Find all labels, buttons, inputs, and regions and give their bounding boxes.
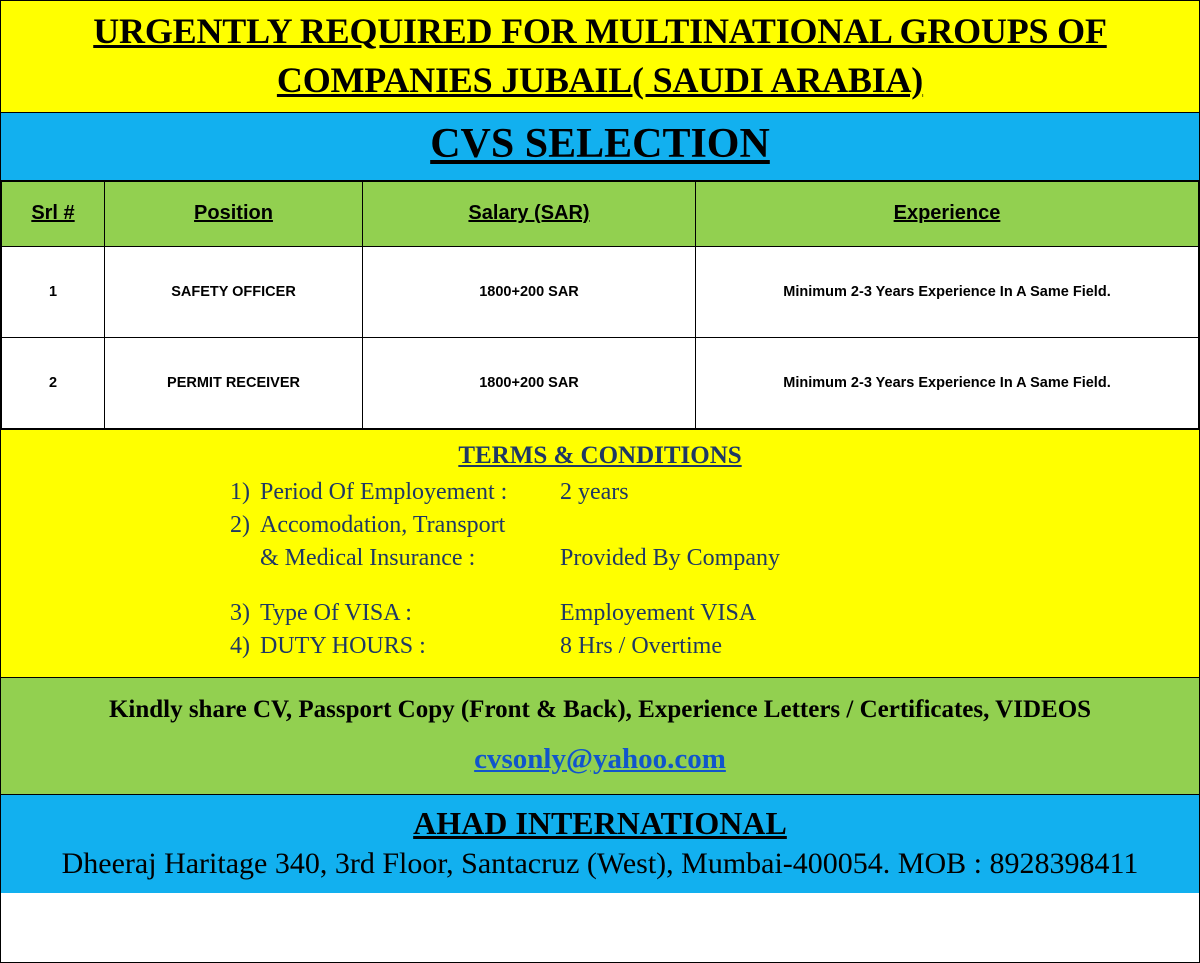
terms-and-conditions-section	[1, 429, 1199, 679]
terms-item-number: 1)	[230, 478, 250, 505]
headline-banner	[1, 1, 1199, 112]
table-header-row	[2, 181, 1199, 246]
vacancy-table	[1, 181, 1199, 429]
terms-item	[220, 597, 980, 630]
submission-instructions-text: Kindly share CV, Passport Copy (Front & Back), Experience Letters / Certificates, VIDEOS	[108, 696, 1092, 724]
subheadline-banner	[1, 112, 1199, 180]
terms-list	[220, 476, 980, 664]
terms-item	[220, 509, 980, 542]
headline-text: URGENTLY REQUIRED FOR MULTINATIONAL GROUPS OF COMPANIES JUBAIL( SAUDI ARABIA)	[93, 11, 1107, 100]
terms-item-label: DUTY HOURS :	[260, 633, 426, 660]
terms-item-label: Accomodation, Transport	[260, 511, 506, 538]
column-header-position: Position	[105, 181, 363, 246]
agency-footer	[1, 795, 1199, 893]
column-header-salary: Salary (SAR)	[363, 181, 696, 246]
table-row	[2, 246, 1199, 337]
cell-experience: Minimum 2-3 Years Experience In A Same Field.	[696, 246, 1199, 337]
cell-salary: 1800+200 SAR	[363, 246, 696, 337]
terms-item	[220, 476, 980, 509]
cell-srl: 1	[2, 246, 105, 337]
terms-item-label: Period Of Employement :	[260, 478, 508, 505]
terms-item-value: 8 Hrs / Overtime	[560, 633, 722, 660]
table-row	[2, 337, 1199, 428]
terms-item-label: & Medical Insurance :	[260, 544, 476, 571]
terms-spacer	[220, 575, 980, 597]
agency-address: Dheeraj Haritage 340, 3rd Floor, Santacruz (West), Mumbai-400054. MOB : 8928398411	[61, 846, 1139, 880]
terms-item-value: Provided By Company	[560, 544, 780, 571]
terms-item-number: 2)	[230, 511, 250, 538]
terms-item-continuation	[220, 542, 980, 575]
column-header-srl: Srl #	[2, 181, 105, 246]
column-header-experience: Experience	[696, 181, 1199, 246]
terms-item-value: Employement VISA	[560, 599, 757, 626]
terms-item-number: 3)	[230, 599, 250, 626]
terms-item-label: Type Of VISA :	[260, 599, 412, 626]
cell-position: PERMIT RECEIVER	[105, 337, 363, 428]
terms-item-value: 2 years	[560, 478, 629, 505]
terms-item-number: 4)	[230, 633, 250, 660]
cell-salary: 1800+200 SAR	[363, 337, 696, 428]
terms-title: TERMS & CONDITIONS	[458, 441, 742, 469]
agency-name: AHAD INTERNATIONAL	[413, 804, 787, 841]
submission-instructions-section	[1, 678, 1199, 795]
cell-experience: Minimum 2-3 Years Experience In A Same Field.	[696, 337, 1199, 428]
cell-srl: 2	[2, 337, 105, 428]
cell-position: SAFETY OFFICER	[105, 246, 363, 337]
subheadline-text: CVS SELECTION	[430, 121, 770, 168]
terms-item	[220, 630, 980, 663]
email-link[interactable]: cvsonly@yahoo.com	[474, 742, 726, 775]
